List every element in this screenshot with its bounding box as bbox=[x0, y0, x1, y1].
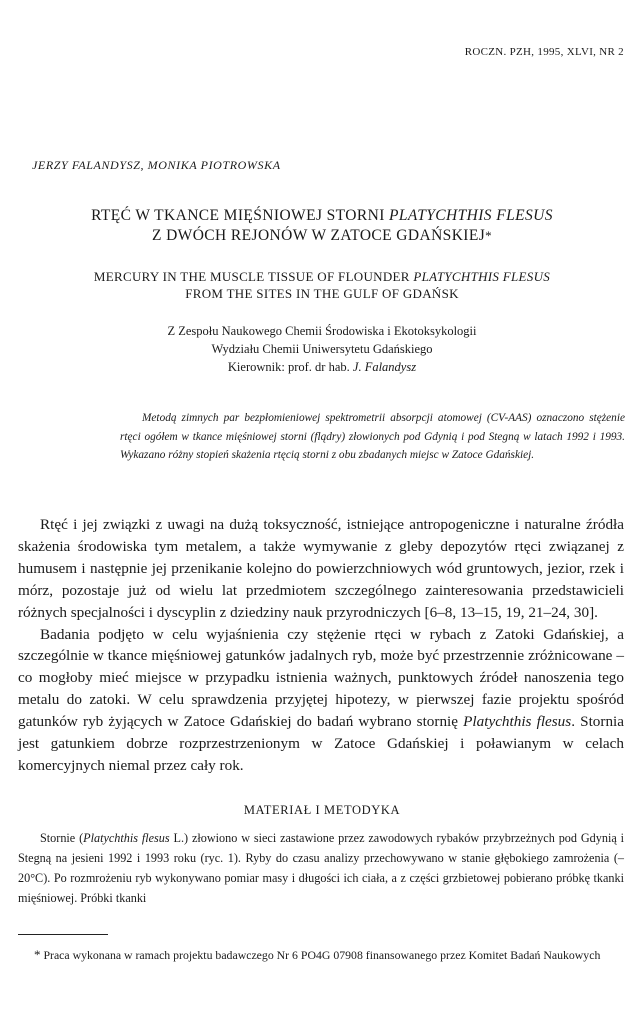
footnote-text: * Praca wykonana w ramach projektu badawczego Nr 6 PO4G 07908 finansowanego przez Komitet Badań Naukowych bbox=[34, 947, 601, 962]
title-english bbox=[0, 268, 644, 302]
footnote-mark: * bbox=[485, 228, 493, 243]
species-name: PLATYCHTHIS FLESUS bbox=[413, 269, 551, 284]
species-name: Platychthis flesus bbox=[463, 713, 572, 731]
species-name: PLATYCHTHIS FLESUS bbox=[389, 207, 553, 224]
abstract-text: Metodą zimnych par bezpłomieniowej spektrometrii absorpcji atomowej (CV-AAS) oznaczono stężenie rtęci ogółem w tkance mięśniowej storni (flądry) złowionych pod Gdynią i pod Stegną w latach 1992 i 1993. Wykazano różny stopień skażenia rtęcią storni z obu zbadanych miejsc w Zatoce Gdańskiej. bbox=[120, 412, 625, 461]
journal-reference: ROCZN. PZH, 1995, XLVI, NR 2 bbox=[464, 46, 624, 58]
title-polish-line2: Z DWÓCH REJONÓW W ZATOCE GDAŃSKIEJ bbox=[151, 227, 486, 244]
species-name: Platychthis flesus bbox=[83, 831, 170, 845]
affiliation-line3: Kierownik: prof. dr hab. J. Falandysz bbox=[227, 360, 417, 374]
methods-text bbox=[18, 828, 624, 908]
author-names: JERZY FALANDYSZ, MONIKA PIOTROWSKA bbox=[32, 158, 281, 172]
title-polish-line1: RTĘĆ W TKANCE MIĘŚNIOWEJ STORNI PLATYCHTHIS FLESUS bbox=[91, 207, 553, 224]
footnote bbox=[18, 945, 624, 965]
methods-paragraph: Stornie (Platychthis flesus L.) złowiono w sieci zastawione przez zawodowych rybaków przybrzeżnych pod Gdynią i Stegną na jesieni 1992 i 1993 roku (ryc. 1). Ryby do czasu analizy przechowywano w stanie głębokiego zamrożenia (– 20°C). Po rozmrożeniu ryb wykonywano pomiar masy i długości ich ciała, a z części grzbietowej pobierano próbkę tkanki mięśniowej. Próbki tkanki bbox=[18, 831, 625, 905]
title-polish bbox=[0, 206, 644, 246]
body-text bbox=[18, 514, 624, 777]
affiliation bbox=[0, 322, 644, 376]
head-name: J. Falandysz bbox=[352, 360, 417, 374]
affiliation-line2: Wydziału Chemii Uniwersytetu Gdańskiego bbox=[211, 342, 433, 356]
body-paragraph-1: Rtęć i jej związki z uwagi na dużą toksyczność, istniejące antropogeniczne i naturalne źródła skażenia środowiska tym metalem, a także wymywanie z gleby depozytów rtęci związanej z humusem i następnie jej przenikanie kolejno do powierzchniowych wód gruntowych, jezior, rzek i mórz, pozostaje już od wielu lat przedmiotem szczególnego zainteresowania przedstawicieli różnych specjalności i dyscyplin z dziedziny nauk przyrodniczych [6–8, 13–15, 19, 21–24, 30]. bbox=[18, 516, 624, 621]
body-paragraph-2: Badania podjęto w celu wyjaśnienia czy stężenie rtęci w rybach z Zatoki Gdańskiej, a szczególnie w tkance mięśniowej gatunków jadalnych ryb, może być przestrzennie zróżnicowane – co mogłoby mieć miejsce w przypadku istnienia ważnych, punktowych źródeł nanoszenia tego metalu do zatoki. W celu sprawdzenia przyjętej hipotezy, w pierwszej fazie projektu spośród gatunków ryb żyjących w Zatoce Gdańskiej do badań wybrano stornię Platychthis flesus. Stornia jest gatunkiem dobrze rozprzestrzenionym w Zatoce Gdańskiej i poławianym w celach komercyjnych niemal przez cały rok. bbox=[18, 625, 624, 774]
abstract bbox=[120, 409, 625, 465]
footnote-divider bbox=[18, 934, 108, 935]
footnote-mark: * bbox=[34, 947, 41, 962]
title-english-line2: FROM THE SITES IN THE GULF OF GDAŃSK bbox=[185, 286, 459, 301]
affiliation-line1: Z Zespołu Naukowego Chemii Środowiska i Ekotoksykologii bbox=[167, 324, 477, 338]
title-english-line1: MERCURY IN THE MUSCLE TISSUE OF FLOUNDER PLATYCHTHIS FLESUS bbox=[93, 269, 551, 284]
section-heading: MATERIAŁ I METODYKA bbox=[243, 803, 401, 817]
